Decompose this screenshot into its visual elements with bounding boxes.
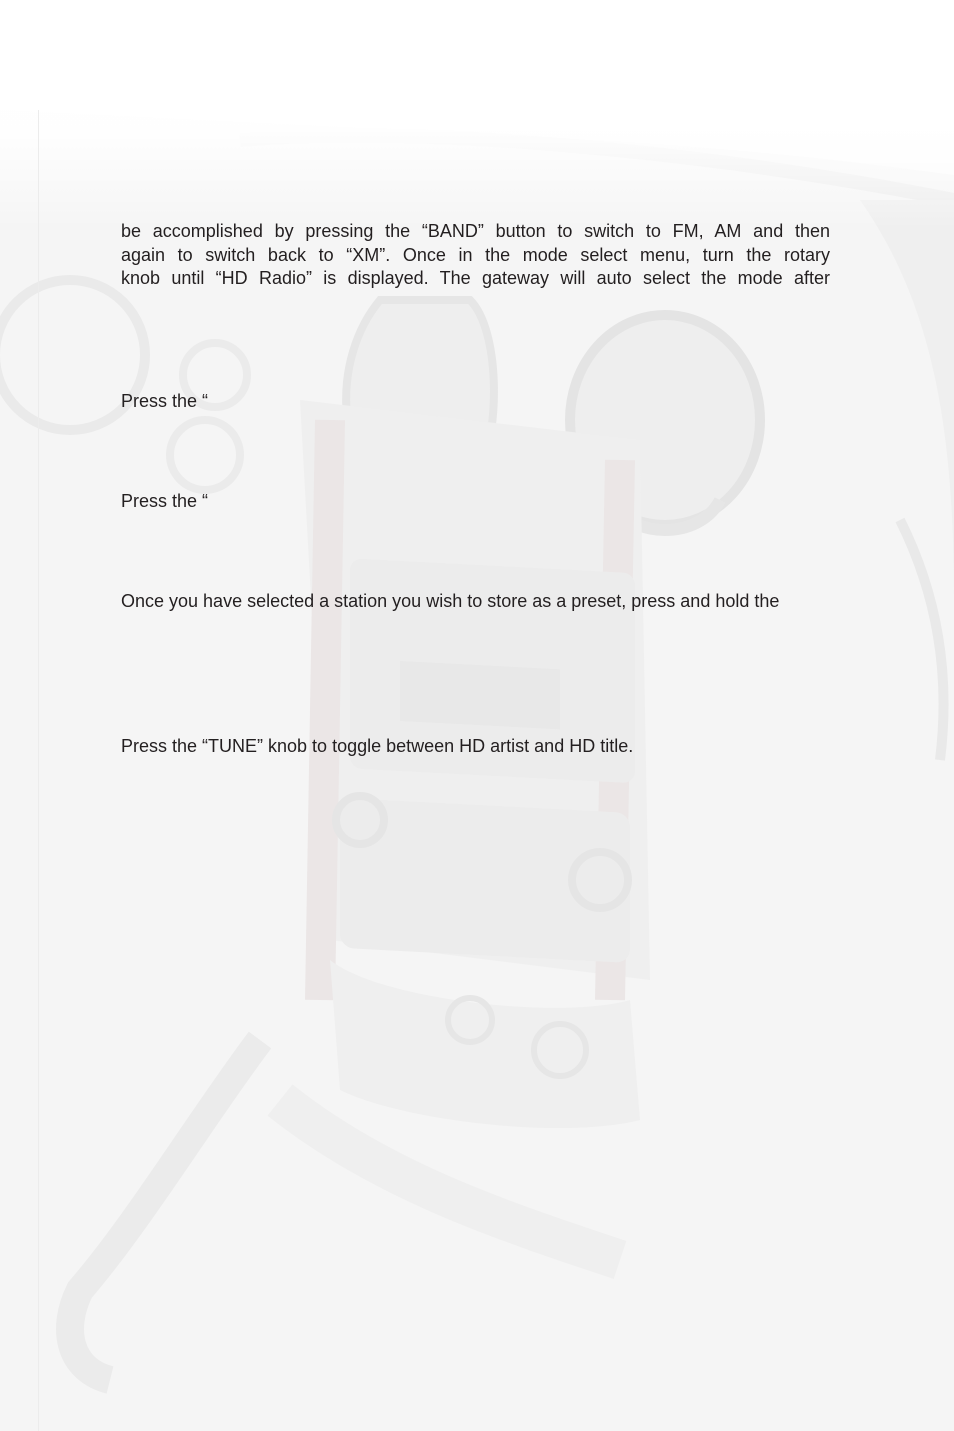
preset-instruction-text: Once you have selected a station you wish to store as a preset, press and hold the [121,591,780,611]
band-line-2: again to switch back to “XM”. Once in the mode select menu, turn the rotary [121,244,830,265]
press-instruction-1-text: Press the “ [121,391,209,411]
band-line-1: be accomplished by pressing the “BAND” button to switch to FM, AM and then [121,221,830,241]
press-instruction-2 [121,490,830,514]
press-instruction-2-text: Press the “ [121,491,209,511]
press-instruction-1 [121,390,830,414]
band-line-3: knob until “HD Radio” is displayed. The gateway will auto select the mode after [121,268,830,288]
tune-instruction-text: Press the “TUNE” knob to toggle between HD artist and HD title. [121,736,634,756]
tune-instruction [121,735,830,759]
page-margin-rule [38,110,39,1431]
band-mode-paragraph [121,220,830,291]
preset-instruction [121,590,830,614]
